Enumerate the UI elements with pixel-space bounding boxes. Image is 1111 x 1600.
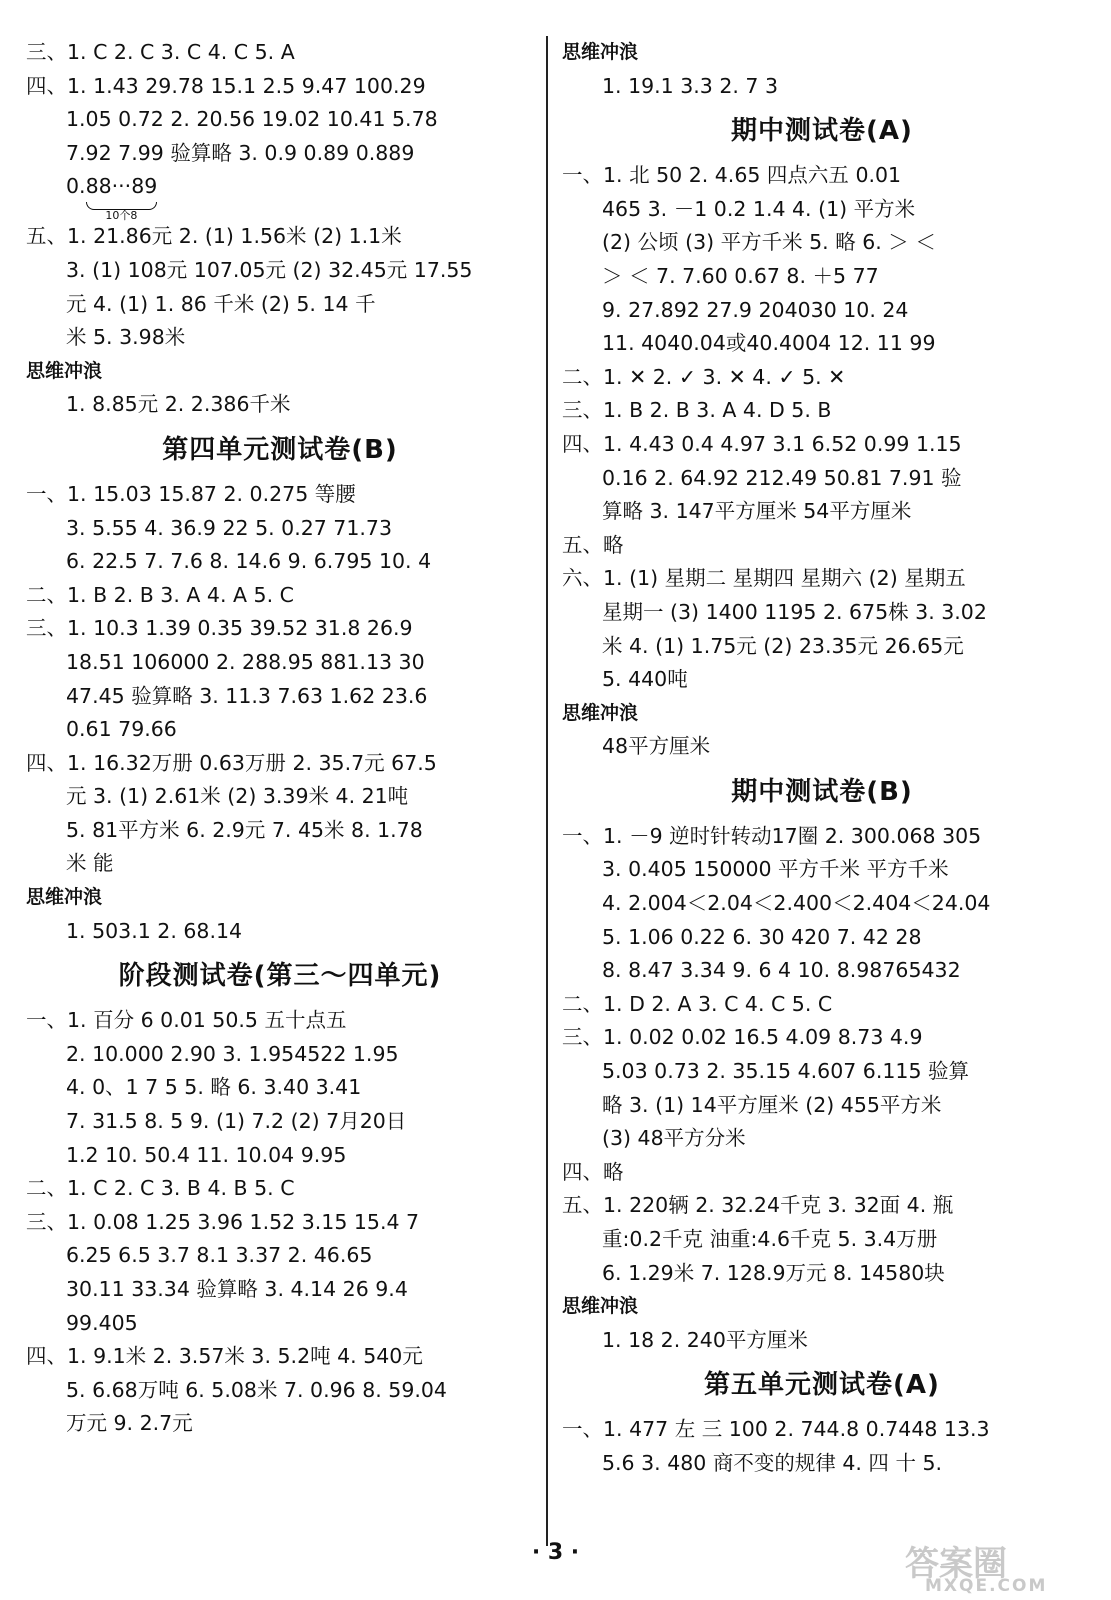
answer-line: 四、1. 1.43 29.78 15.1 2.5 9.47 100.29 [26, 73, 426, 98]
answer-line: 7. 31.5 8. 5 9. (1) 7.2 (2) 7月20日 [66, 1109, 407, 1134]
answer-line: 9. 27.892 27.9 204030 10. 24 [602, 297, 909, 322]
answer-line: 2. 10.000 2.90 3. 1.954522 1.95 [66, 1041, 399, 1066]
answer-line: 万元 9. 2.7元 [66, 1411, 193, 1436]
answer-line: 5.6 3. 480 商不变的规律 4. 四 十 5. [602, 1450, 943, 1475]
answer-line: 0.16 2. 64.92 212.49 50.81 7.91 验 [602, 465, 962, 490]
subsection-heading: 思维冲浪 [26, 359, 103, 382]
answer-line: 三、1. C 2. C 3. C 4. C 5. A [26, 40, 295, 64]
answer-line: 四、1. 9.1米 2. 3.57米 3. 5.2吨 4. 540元 [26, 1344, 423, 1369]
answer-line: 一、1. 477 左 三 100 2. 744.8 0.7448 13.3 [562, 1417, 990, 1442]
repeating-digits: 88···89 [85, 174, 158, 199]
section-title: 第四单元测试卷(B) [162, 434, 398, 465]
section-title: 阶段测试卷(第三～四单元) [118, 961, 442, 992]
brace-label: 10个8 [105, 209, 138, 223]
answer-line: 一、1. 15.03 15.87 2. 0.275 等腰 [26, 481, 356, 506]
answer-line: 略 3. (1) 14平方厘米 (2) 455平方米 [602, 1092, 942, 1117]
answer-line: 1. 18 2. 240平方厘米 [602, 1327, 808, 1352]
subsection-heading: 思维冲浪 [562, 701, 639, 724]
answer-line: ＞ ＜ 7. 7.60 0.67 8. ＋5 77 [602, 263, 879, 288]
answer-line: 元 3. (1) 2.61米 (2) 3.39米 4. 21吨 [66, 784, 409, 809]
answer-line: 1. 8.85元 2. 2.386千米 [66, 392, 291, 417]
answer-prefix: 0. [66, 174, 86, 199]
answer-line: 6. 22.5 7. 7.6 8. 14.6 9. 6.795 10. 4 [66, 549, 432, 574]
answer-line: 1. 19.1 3.3 2. 7 3 [602, 73, 779, 98]
answer-line: 47.45 验算略 3. 11.3 7.63 1.62 23.6 [66, 683, 428, 708]
subsection-heading: 思维冲浪 [562, 1295, 639, 1318]
answer-line: 30.11 33.34 验算略 3. 4.14 26 9.4 [66, 1277, 408, 1301]
answer-line: 星期一 (3) 1400 1195 2. 675株 3. 3.02 [602, 599, 987, 624]
answer-line: 0.61 79.66 [66, 717, 177, 742]
right-column [562, 36, 1082, 1481]
answer-line: 5. 1.06 0.22 6. 30 420 7. 42 28 [602, 924, 922, 949]
answer-line: 三、1. 0.02 0.02 16.5 4.09 8.73 4.9 [562, 1025, 923, 1050]
answer-line: 三、1. B 2. B 3. A 4. D 5. B [562, 398, 832, 423]
answer-line: 5. 440吨 [602, 667, 688, 692]
answer-line: 三、1. 10.3 1.39 0.35 39.52 31.8 26.9 [26, 616, 413, 641]
section-title: 第五单元测试卷(A) [704, 1370, 940, 1401]
answer-line: 5. 6.68万吨 6. 5.08米 7. 0.96 8. 59.04 [66, 1377, 447, 1402]
answer-line: 8. 8.47 3.34 9. 6 4 10. 8.98765432 [602, 958, 961, 983]
watermark-logo: 答案圈 [905, 1544, 1007, 1584]
answer-line: 二、1. ✕ 2. ✓ 3. ✕ 4. ✓ 5. ✕ [562, 364, 846, 389]
section-title: 期中测试卷(B) [731, 776, 913, 807]
subsection-heading: 思维冲浪 [562, 41, 639, 63]
answer-line-with-brace [26, 170, 534, 223]
answer-line: 二、1. D 2. A 3. C 4. C 5. C [562, 991, 833, 1016]
answer-line: 三、1. 0.08 1.25 3.96 1.52 3.15 15.4 7 [26, 1209, 420, 1234]
answer-line: 米 4. (1) 1.75元 (2) 23.35元 26.65元 [602, 633, 964, 658]
answer-line: 一、1. 北 50 2. 4.65 四点六五 0.01 [562, 163, 902, 188]
answer-line: 四、略 [562, 1159, 624, 1184]
answer-line: 5.03 0.73 2. 35.15 4.607 6.115 验算 [602, 1059, 970, 1084]
answer-line: 4. 0、1 7 5 5. 略 6. 3.40 3.41 [66, 1075, 362, 1100]
answer-line: 18.51 106000 2. 288.95 881.13 30 [66, 649, 425, 674]
left-column [26, 36, 534, 1441]
answer-line: 四、1. 4.43 0.4 4.97 3.1 6.52 0.99 1.15 [562, 431, 962, 456]
answer-line: (3) 48平方分米 [602, 1126, 746, 1151]
answer-line: 6. 1.29米 7. 128.9万元 8. 14580块 [602, 1260, 945, 1285]
answer-line: 五、1. 21.86元 2. (1) 1.56米 (2) 1.1米 [26, 224, 402, 249]
answer-line: 1. 503.1 2. 68.14 [66, 918, 243, 943]
answer-line: 5. 81平方米 6. 2.9元 7. 45米 8. 1.78 [66, 817, 423, 842]
repeating-digits-brace [86, 170, 158, 222]
answer-line: 3. (1) 108元 107.05元 (2) 32.45元 17.55 [66, 257, 473, 282]
answer-line: 算略 3. 147平方厘米 54平方厘米 [602, 499, 912, 524]
answer-line: 99.405 [66, 1310, 138, 1335]
answer-line: (2) 公顷 (3) 平方千米 5. 略 6. ＞ ＜ [602, 230, 936, 255]
answer-line: 3. 0.405 150000 平方千米 平方千米 [602, 857, 949, 882]
answer-line: 465 3. －1 0.2 1.4 4. (1) 平方米 [602, 196, 916, 221]
section-title: 期中测试卷(A) [731, 116, 913, 147]
answer-line: 五、1. 220辆 2. 32.24千克 3. 32面 4. 瓶 [562, 1193, 954, 1218]
answer-line: 一、1. －9 逆时针转动17圈 2. 300.068 305 [562, 823, 982, 848]
answer-line: 米 5. 3.98米 [66, 325, 186, 350]
answer-line: 3. 5.55 4. 36.9 22 5. 0.27 71.73 [66, 515, 392, 540]
answer-line: 1.2 10. 50.4 11. 10.04 9.95 [66, 1142, 347, 1167]
answer-line: 二、1. B 2. B 3. A 4. A 5. C [26, 582, 294, 607]
answer-line: 6.25 6.5 3.7 8.1 3.37 2. 46.65 [66, 1243, 373, 1268]
page-number: · 3 · [531, 1540, 580, 1565]
subsection-heading: 思维冲浪 [26, 886, 103, 909]
answer-line: 48平方厘米 [602, 734, 711, 759]
watermark-url: MXQE.COM [925, 1576, 1048, 1596]
answer-line: 重:0.2千克 油重:4.6千克 5. 3.4万册 [602, 1227, 938, 1251]
answer-line: 四、1. 16.32万册 0.63万册 2. 35.7元 67.5 [26, 750, 437, 775]
answer-line: 米 能 [66, 851, 114, 876]
answer-line: 11. 4040.04或40.4004 12. 11 99 [602, 331, 936, 356]
column-divider [546, 36, 548, 1546]
answer-line: 六、1. (1) 星期二 星期四 星期六 (2) 星期五 [562, 566, 966, 591]
answer-line: 一、1. 百分 6 0.01 50.5 五十点五 [26, 1008, 347, 1033]
answer-line: 7.92 7.99 验算略 3. 0.9 0.89 0.889 [66, 140, 415, 165]
answer-line: 元 4. (1) 1. 86 千米 (2) 5. 14 千 [66, 291, 376, 316]
answer-line: 1.05 0.72 2. 20.56 19.02 10.41 5.78 [66, 107, 438, 132]
answer-line: 4. 2.004＜2.04＜2.400＜2.404＜24.04 [602, 891, 991, 916]
answer-line: 五、略 [562, 532, 624, 557]
answer-line: 二、1. C 2. C 3. B 4. B 5. C [26, 1176, 295, 1201]
